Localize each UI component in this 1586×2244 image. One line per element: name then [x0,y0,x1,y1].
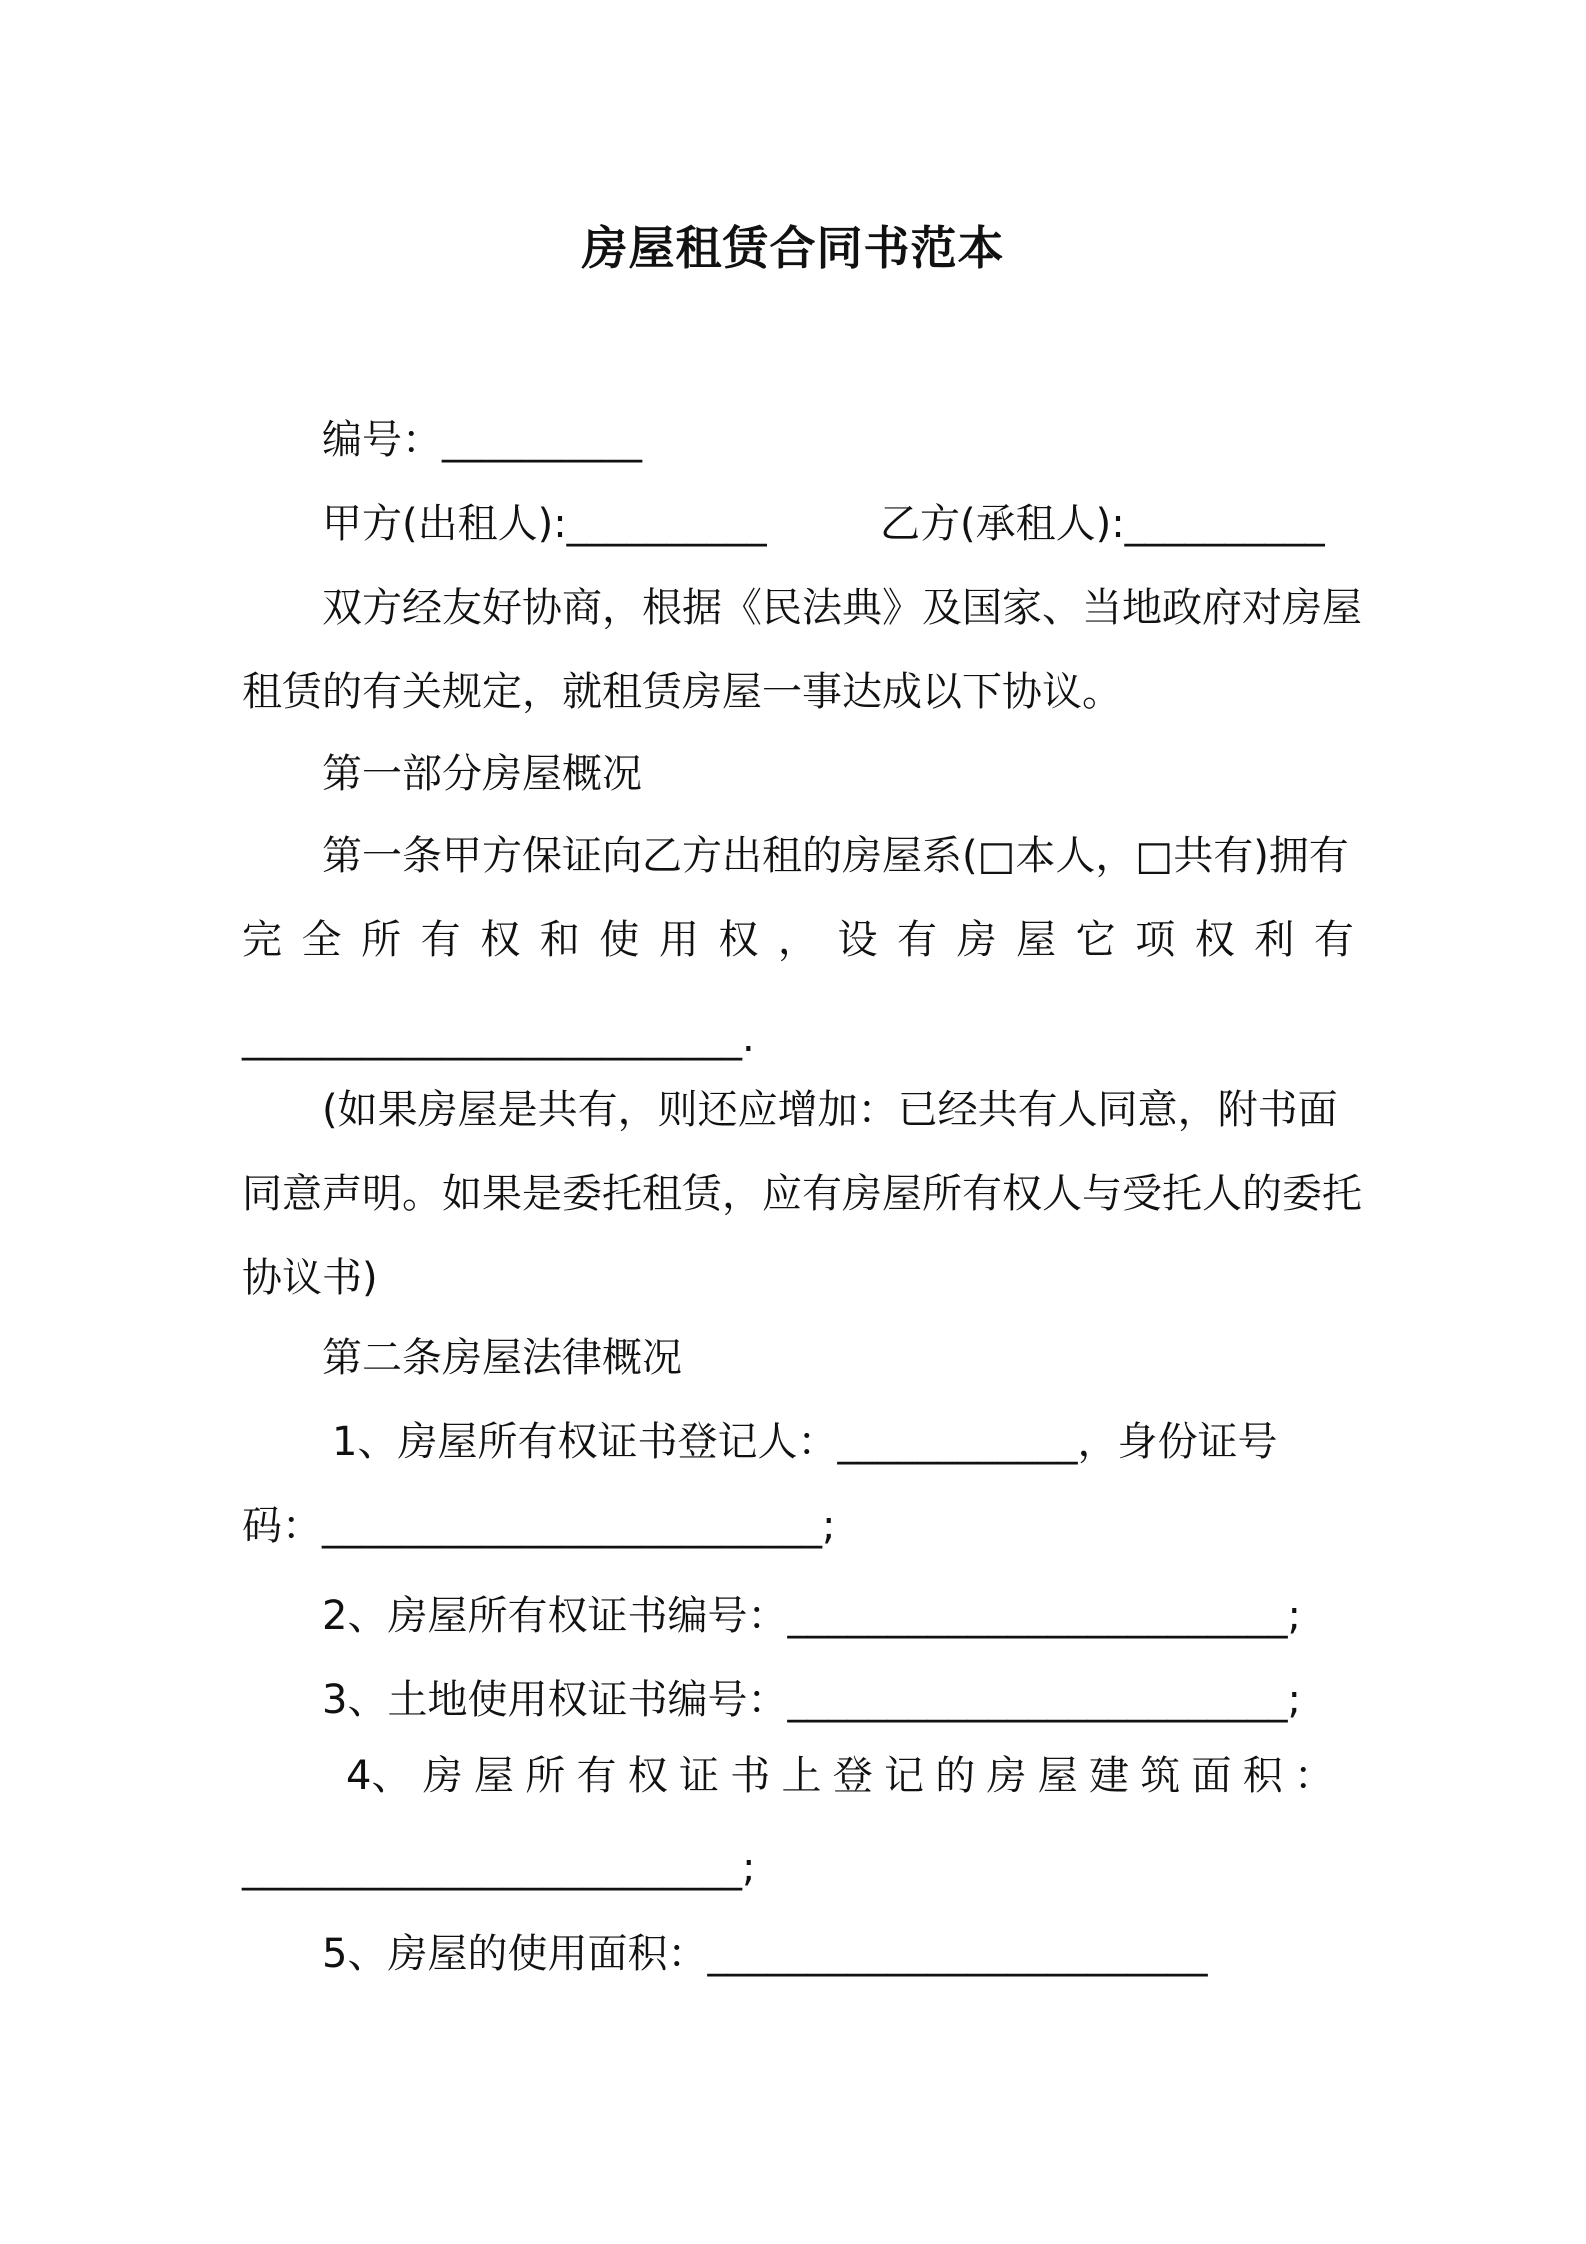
note-line-2: 同意声明。如果是委托租赁，应有房屋所有权人与受托人的委托 [242,1171,1362,1217]
item-4-char: 书 [730,1753,771,1799]
item-4-char: 房 [422,1753,463,1799]
item-4-char: 4、 [346,1753,412,1799]
item-4-char: 所 [525,1753,566,1799]
item-4-line-2: _________________________; [242,1845,756,1891]
contract-number-blank: __________ [442,417,642,463]
article-one-char: 设 [837,917,878,963]
note-line-1: (如果房屋是共有，则还应增加：已经共有人同意，附书面 [322,1087,1338,1133]
contract-number-line [322,412,642,468]
item-1-line-2: 码：_________________________; [242,1503,836,1549]
article-one-char: 利 [1254,917,1295,963]
article-one-char: 权 [718,917,759,963]
item-4-char: 记 [883,1753,924,1799]
party-b-line: 乙方(承租人):__________ [880,501,1325,547]
item-4-char: 权 [627,1753,668,1799]
article-one-char: 有 [897,917,938,963]
item-4-char: 建 [1088,1753,1129,1799]
article-one-char: 权 [480,917,521,963]
document-title: 房屋租赁合同书范本 [581,221,1005,275]
article-one-char: 有 [1313,917,1354,963]
item-4-char: 的 [935,1753,976,1799]
contract-number-label: 编号： [322,417,442,463]
item-4-char: 屋 [1037,1753,1078,1799]
item-4-char: 有 [576,1753,617,1799]
item-2-line: 2、房屋所有权证书编号：_________________________; [322,1593,1301,1639]
article-one-line-3: _________________________. [242,1015,755,1061]
item-4-char: 证 [678,1753,719,1799]
item-4-line-1 [346,1748,1334,1804]
article-one-char: ， [777,917,818,963]
article-one-char: 所 [361,917,402,963]
article-one-line-1: 第一条甲方保证向乙方出租的房屋系(□本人，□共有)拥有 [322,833,1349,879]
item-3-line: 3、土地使用权证书编号：_________________________; [322,1677,1301,1723]
intro-line-1: 双方经友好协商，根据《民法典》及国家、当地政府对房屋 [322,585,1362,631]
item-1-line-1: 1、房屋所有权证书登记人：____________，身份证号 [332,1419,1278,1465]
article-one-char: 全 [301,917,342,963]
part-one-heading: 第一部分房屋概况 [322,751,642,797]
item-4-char: 房 [986,1753,1027,1799]
article-one-char: 房 [956,917,997,963]
item-4-char: ： [1293,1753,1334,1799]
article-one-char: 它 [1075,917,1116,963]
article-one-char: 屋 [1016,917,1057,963]
party-a-line: 甲方(出租人):__________ [322,501,767,547]
article-one-char: 权 [1194,917,1235,963]
article-one-char: 完 [242,917,282,963]
article-one-line-2 [242,912,1354,968]
intro-line-2: 租赁的有关规定，就租赁房屋一事达成以下协议。 [242,669,1122,715]
article-one-char: 有 [420,917,461,963]
item-4-char: 屋 [473,1753,514,1799]
article-one-char: 项 [1135,917,1176,963]
note-line-3: 协议书) [242,1255,378,1301]
item-4-char: 上 [781,1753,822,1799]
article-one-char: 使 [599,917,640,963]
item-4-char: 筑 [1140,1753,1181,1799]
item-4-char: 面 [1191,1753,1232,1799]
item-4-char: 登 [832,1753,873,1799]
item-4-char: 积 [1242,1753,1283,1799]
article-one-char: 用 [658,917,699,963]
article-two-heading: 第二条房屋法律概况 [322,1335,682,1381]
item-5-line: 5、房屋的使用面积：_________________________ [322,1931,1208,1977]
article-one-char: 和 [539,917,580,963]
